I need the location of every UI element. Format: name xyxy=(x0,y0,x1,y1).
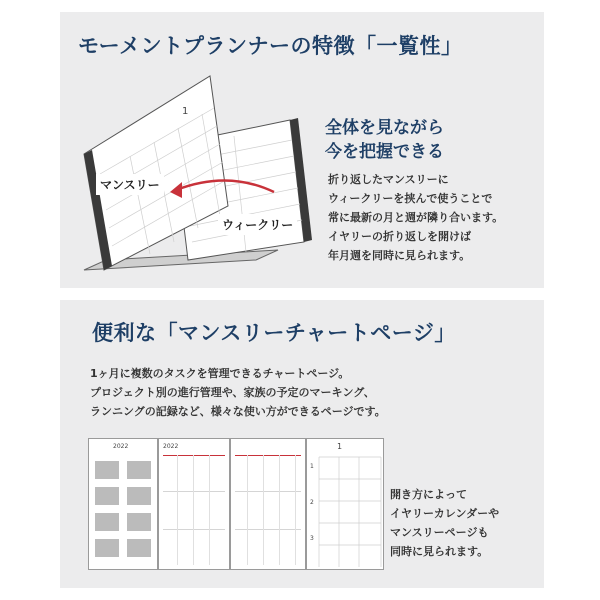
description-line: ランニングの記録など、様々な使い方ができるページです。 xyxy=(90,405,386,418)
yearly-calendar-grid xyxy=(89,439,159,571)
monthly-label: マンスリー xyxy=(96,174,164,195)
description-line: 1ヶ月に複数のタスクを管理できるチャートページ。 xyxy=(90,367,350,380)
chart-col-rule xyxy=(247,455,248,565)
overview-description xyxy=(328,170,538,265)
planner-fold-illustration xyxy=(78,74,314,284)
description-line: 折り返したマンスリーに xyxy=(328,173,449,186)
weekly-label: ウィークリー xyxy=(218,214,297,235)
description-line: ウィークリーを挟んで使うことで xyxy=(328,192,493,205)
description-line: プロジェクト別の進行管理や、家族の予定のマーキング、 xyxy=(90,386,375,399)
chart-page-right xyxy=(230,438,306,570)
section-heading-overview: モーメントプランナーの特徴「一覧性」 xyxy=(78,34,463,58)
chart-row-rule xyxy=(163,529,225,530)
description-line: イヤリーの折り返しを開けば xyxy=(328,230,471,243)
chart-col-rule xyxy=(279,455,280,565)
description-line: 年月週を同時に見られます。 xyxy=(328,249,471,262)
chart-page-left xyxy=(158,438,230,570)
side-note-line: 同時に見られます。 xyxy=(390,545,489,558)
chart-row-rule xyxy=(235,491,301,492)
side-month-label: 3 xyxy=(310,535,314,542)
feature-panel-overview xyxy=(60,12,544,288)
side-note-line: 開き方によって xyxy=(390,488,467,501)
chart-col-rule xyxy=(177,455,178,565)
chart-col-rule xyxy=(263,455,264,565)
chart-row-rule xyxy=(163,491,225,492)
month-number: 1 xyxy=(182,106,189,117)
feature-panel-monthly-chart xyxy=(60,300,544,588)
chart-header-rule xyxy=(163,455,225,456)
chart-col-rule xyxy=(193,455,194,565)
planner-spread-illustration xyxy=(88,438,384,570)
subheading-line: 今を把握できる xyxy=(325,142,444,162)
side-note-line: マンスリーページも xyxy=(390,526,489,539)
description-line: 常に最新の月と週が隣り合います。 xyxy=(328,211,504,224)
side-month-label: 1 xyxy=(310,463,314,470)
monthly-month-number: 1 xyxy=(337,442,343,451)
monthly-calendar-grid xyxy=(307,439,385,571)
side-note-line: イヤリーカレンダーや xyxy=(390,507,500,520)
yearly-calendar-page xyxy=(88,438,158,570)
chart-row-rule xyxy=(235,529,301,530)
overview-subheading xyxy=(325,116,525,164)
section-heading-monthly-chart: 便利な「マンスリーチャートページ」 xyxy=(92,321,456,345)
subheading-line: 全体を見ながら xyxy=(325,118,444,138)
chart-year-label: 2022 xyxy=(163,443,179,450)
spread-side-note xyxy=(390,485,530,561)
monthly-calendar-page xyxy=(306,438,384,570)
chart-header-rule xyxy=(235,455,301,456)
yearly-year-label: 2022 xyxy=(113,443,129,450)
chart-col-rule xyxy=(295,455,296,565)
monthly-chart-description xyxy=(90,364,530,421)
side-month-label: 2 xyxy=(310,499,314,506)
chart-col-rule xyxy=(209,455,210,565)
